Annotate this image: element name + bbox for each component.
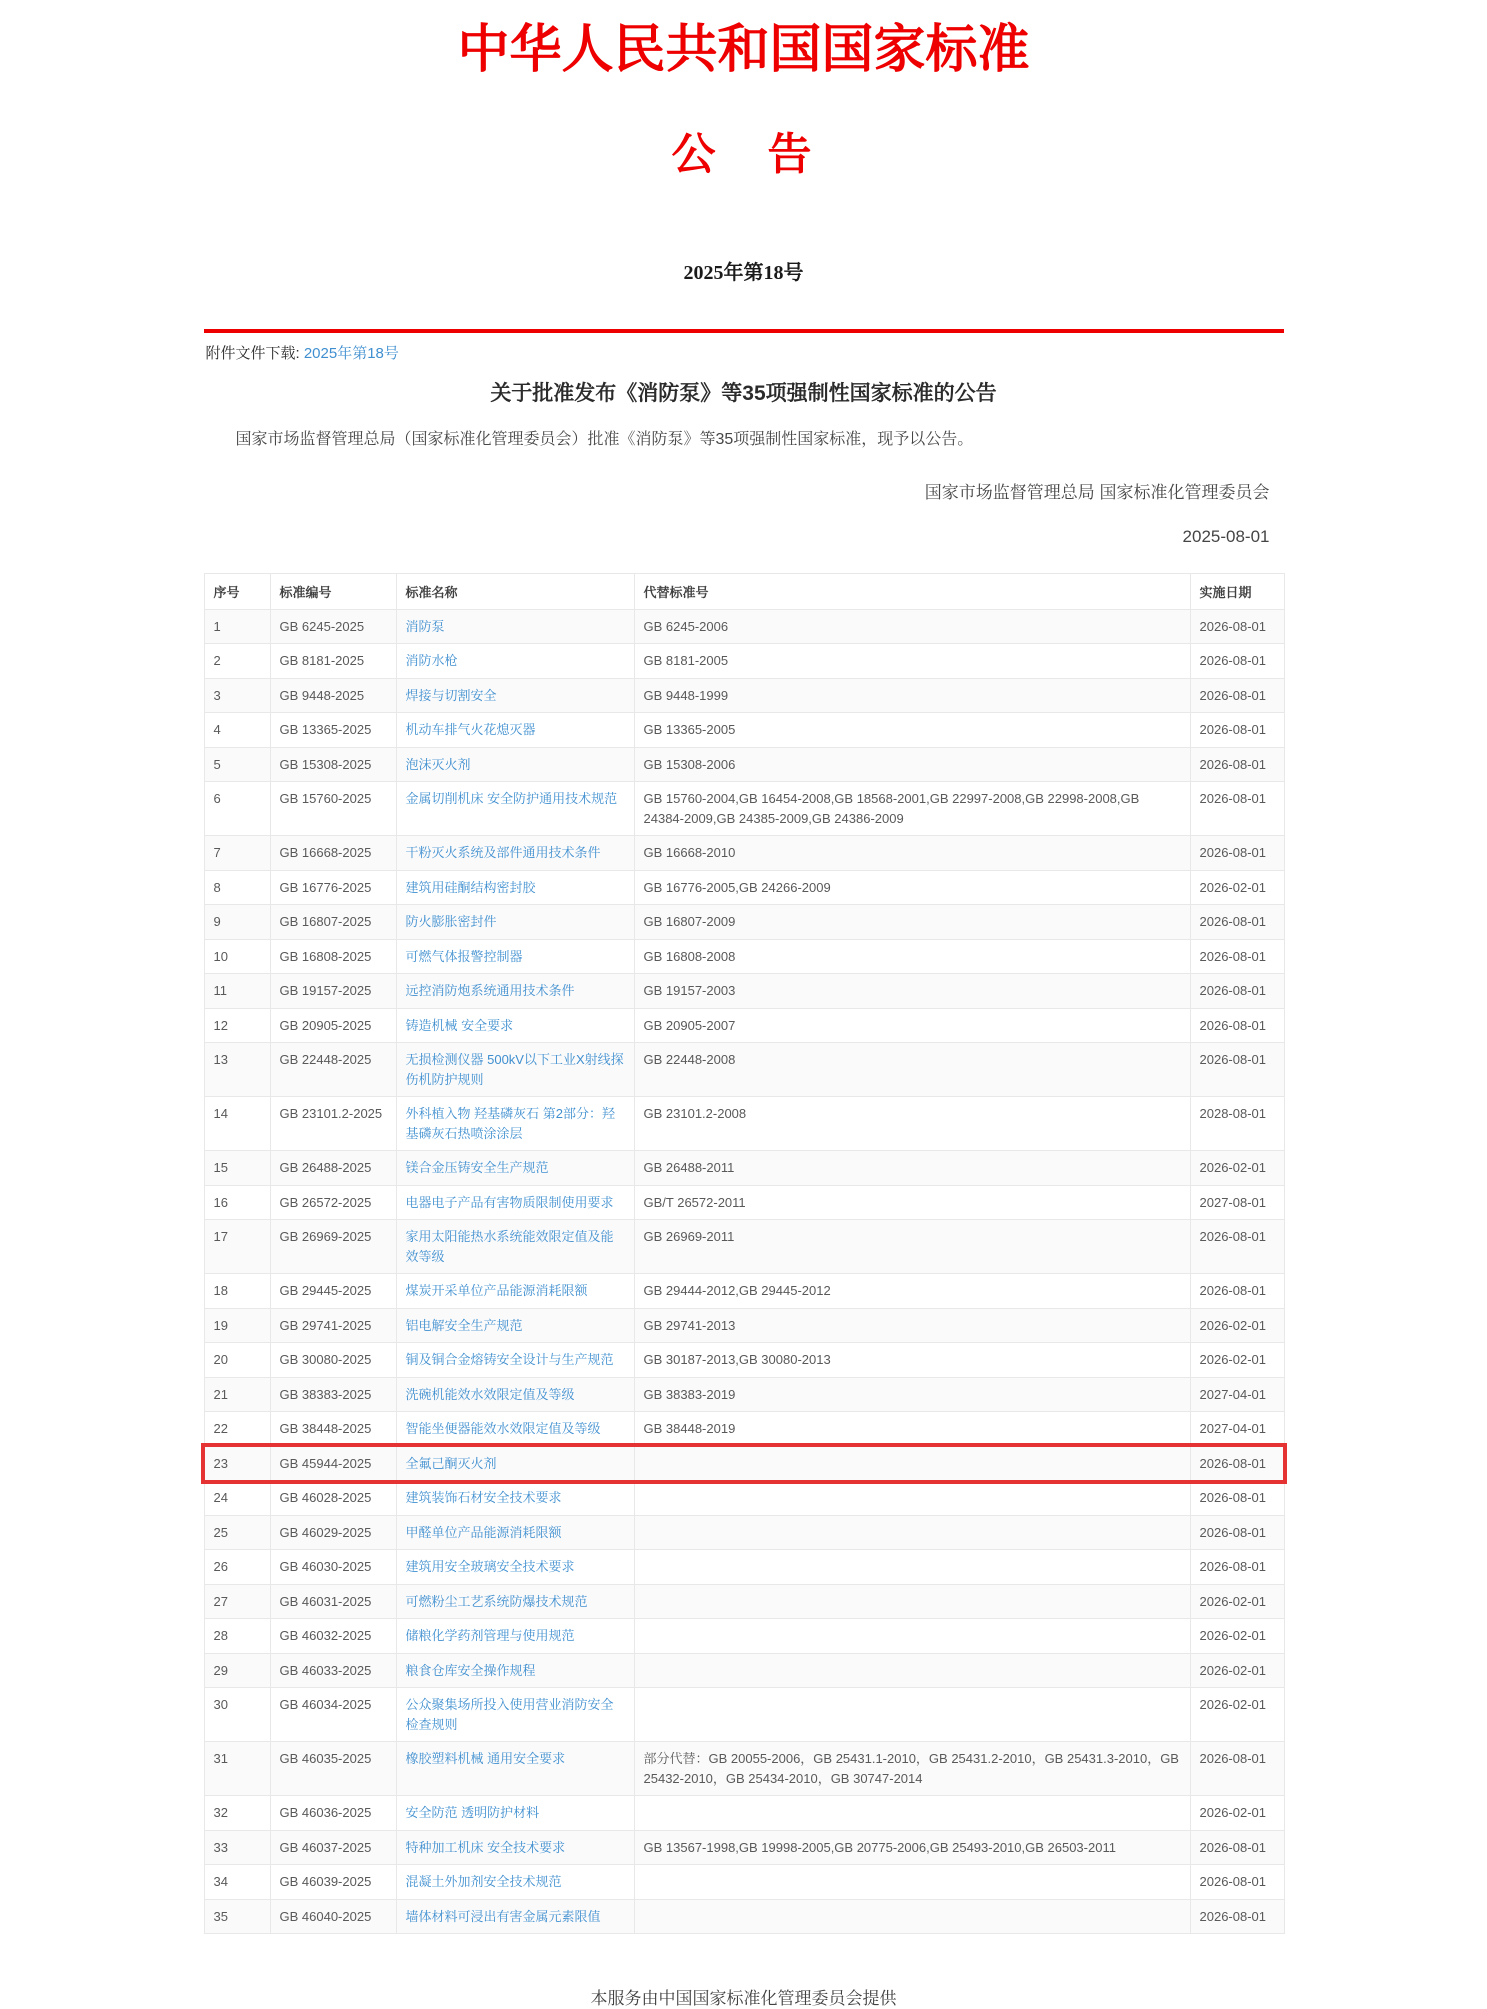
cell-code: GB 9448-2025 [270,678,396,713]
cell-date: 2028-08-01 [1190,1097,1284,1151]
cell-name [396,644,634,679]
standard-name-link[interactable]: 远控消防炮系统通用技术条件 [405,983,575,999]
issuing-authority: 国家市场监督管理总局 国家标准化管理委员会 [924,482,1270,502]
cell-no: 5 [204,747,270,782]
standard-name-link[interactable]: 焊接与切割安全 [405,687,497,703]
cell-no: 16 [204,1185,270,1220]
standard-name-link[interactable]: 智能坐便器能效水效限定值及等级 [405,1421,601,1437]
cell-date: 2027-04-01 [1190,1412,1284,1447]
column-header-4: 实施日期 [1190,573,1284,609]
cell-code: GB 46032-2025 [270,1619,396,1654]
table-row [204,1185,1284,1220]
cell-no: 30 [204,1688,270,1742]
cell-code: GB 26572-2025 [270,1185,396,1220]
cell-name [396,974,634,1009]
cell-date: 2026-08-01 [1190,1043,1284,1097]
cell-name [396,1796,634,1831]
cell-date: 2027-08-01 [1190,1185,1284,1220]
standard-name-link[interactable]: 墙体材料可浸出有害金属元素限值 [405,1908,601,1924]
cell-code: GB 13365-2025 [270,713,396,748]
cell-replaces: GB 29444-2012,GB 29445-2012 [634,1274,1190,1309]
cell-code: GB 38448-2025 [270,1412,396,1447]
cell-replaces: GB 19157-2003 [634,974,1190,1009]
table-row [204,1377,1284,1412]
table-row [204,747,1284,782]
standard-name-link[interactable]: 可燃气体报警控制器 [405,948,523,964]
table-row [204,1308,1284,1343]
cell-code: GB 15760-2025 [270,782,396,836]
page-subtitle: 公 告 [671,130,816,180]
cell-date: 2026-08-01 [1190,1008,1284,1043]
cell-no: 6 [204,782,270,836]
cell-name [396,870,634,905]
cell-no: 20 [204,1343,270,1378]
cell-replaces [634,1584,1190,1619]
standard-name-link[interactable]: 橡胶塑料机械 通用安全要求 [405,1751,566,1767]
cell-no: 23 [204,1446,270,1481]
cell-code: GB 46036-2025 [270,1796,396,1831]
cell-no: 12 [204,1008,270,1043]
cell-name [396,1220,634,1274]
cell-date: 2026-08-01 [1190,1274,1284,1309]
cell-replaces [634,1899,1190,1934]
cell-no: 2 [204,644,270,679]
cell-replaces: GB 6245-2006 [634,609,1190,644]
cell-date: 2026-02-01 [1190,870,1284,905]
cell-name [396,1097,634,1151]
cell-date: 2026-08-01 [1190,1220,1284,1274]
cell-code: GB 46035-2025 [270,1742,396,1796]
standard-name-link[interactable]: 铸造机械 安全要求 [405,1017,514,1033]
standard-name-link[interactable]: 建筑装饰石材安全技术要求 [405,1490,562,1506]
table-row [204,1742,1284,1796]
cell-no: 19 [204,1308,270,1343]
table-row [204,974,1284,1009]
standard-name-link[interactable]: 无损检测仪器 500kV以下工业X射线探伤机防护规则 [405,1052,624,1087]
publish-date: 2025-08-01 [1182,526,1270,546]
cell-replaces [634,1688,1190,1742]
cell-code: GB 46037-2025 [270,1830,396,1865]
cell-code: GB 22448-2025 [270,1043,396,1097]
cell-code: GB 46030-2025 [270,1550,396,1585]
table-row [204,1619,1284,1654]
cell-name [396,1899,634,1934]
standard-name-link[interactable]: 特种加工机床 安全技术要求 [405,1839,566,1855]
cell-no: 26 [204,1550,270,1585]
standard-name-link[interactable]: 机动车排气火花熄灭器 [405,722,536,738]
cell-no: 13 [204,1043,270,1097]
cell-code: GB 26969-2025 [270,1220,396,1274]
cell-no: 8 [204,870,270,905]
cell-code: GB 46033-2025 [270,1653,396,1688]
cell-date: 2026-08-01 [1190,678,1284,713]
table-row [204,1865,1284,1900]
table-row [204,1830,1284,1865]
table-row [204,1584,1284,1619]
cell-date: 2026-02-01 [1190,1796,1284,1831]
cell-name [396,1830,634,1865]
cell-replaces: 部分代替：GB 20055-2006，GB 25431.1-2010，GB 25431.2-2010，GB 25431.3-2010，GB 25432-2010，GB 25434-2010，GB 30747-2014 [634,1742,1190,1796]
cell-code: GB 20905-2025 [270,1008,396,1043]
table-row [204,939,1284,974]
cell-date: 2026-08-01 [1190,1550,1284,1585]
cell-date: 2027-04-01 [1190,1377,1284,1412]
cell-no: 29 [204,1653,270,1688]
cell-no: 1 [204,609,270,644]
standard-name-link[interactable]: 防火膨胀密封件 [405,914,497,930]
cell-code: GB 46031-2025 [270,1584,396,1619]
table-body [204,609,1284,1934]
cell-name [396,1688,634,1742]
footer-text: 本服务由中国国家标准化管理委员会提供 [590,1989,897,2009]
cell-code: GB 29445-2025 [270,1274,396,1309]
cell-code: GB 23101.2-2025 [270,1097,396,1151]
cell-code: GB 46029-2025 [270,1515,396,1550]
table-row [204,713,1284,748]
table-row [204,1274,1284,1309]
cell-no: 17 [204,1220,270,1274]
table-row [204,1899,1284,1934]
cell-replaces: GB 15760-2004,GB 16454-2008,GB 18568-2001,GB 22997-2008,GB 22998-2008,GB 24384-2009,GB 24385-2009,GB 24386-2009 [634,782,1190,836]
table-row [204,678,1284,713]
cell-no: 22 [204,1412,270,1447]
standard-name-link[interactable]: 建筑用安全玻璃安全技术要求 [405,1559,575,1575]
cell-no: 31 [204,1742,270,1796]
column-header-1: 标准编号 [270,573,396,609]
cell-replaces [634,1481,1190,1516]
cell-replaces: GB 8181-2005 [634,644,1190,679]
cell-no: 14 [204,1097,270,1151]
cell-replaces [634,1619,1190,1654]
cell-code: GB 16668-2025 [270,836,396,871]
cell-replaces: GB 16807-2009 [634,905,1190,940]
cell-replaces [634,1796,1190,1831]
table-row [204,1796,1284,1831]
cell-name [396,747,634,782]
cell-code: GB 15308-2025 [270,747,396,782]
cell-date: 2026-08-01 [1190,782,1284,836]
cell-no: 27 [204,1584,270,1619]
cell-name [396,609,634,644]
table-row [204,836,1284,871]
table-row [204,1515,1284,1550]
cell-no: 10 [204,939,270,974]
cell-no: 7 [204,836,270,871]
cell-date: 2026-08-01 [1190,1865,1284,1900]
standard-name-link[interactable]: 镁合金压铸安全生产规范 [405,1160,549,1176]
standard-name-link[interactable]: 公众聚集场所投入使用营业消防安全检查规则 [405,1697,614,1732]
cell-replaces: GB 16776-2005,GB 24266-2009 [634,870,1190,905]
cell-no: 34 [204,1865,270,1900]
cell-code: GB 19157-2025 [270,974,396,1009]
cell-name [396,1865,634,1900]
cell-name [396,1185,634,1220]
cell-date: 2026-02-01 [1190,1343,1284,1378]
cell-replaces: GB 26488-2011 [634,1151,1190,1186]
cell-name [396,1653,634,1688]
cell-name [396,1619,634,1654]
cell-replaces: GB 13567-1998,GB 19998-2005,GB 20775-2006,GB 25493-2010,GB 26503-2011 [634,1830,1190,1865]
cell-date: 2026-02-01 [1190,1584,1284,1619]
cell-name [396,1550,634,1585]
table-row [204,644,1284,679]
table-row [204,1097,1284,1151]
standard-name-link[interactable]: 安全防范 透明防护材料 [405,1805,540,1821]
cell-date: 2026-08-01 [1190,1446,1284,1481]
cell-name [396,939,634,974]
cell-date: 2026-08-01 [1190,747,1284,782]
cell-no: 4 [204,713,270,748]
cell-code: GB 16808-2025 [270,939,396,974]
cell-replaces: GB 16808-2008 [634,939,1190,974]
cell-name [396,1481,634,1516]
cell-no: 24 [204,1481,270,1516]
cell-no: 28 [204,1619,270,1654]
cell-date: 2026-08-01 [1190,713,1284,748]
cell-code: GB 46039-2025 [270,1865,396,1900]
attachment-link[interactable]: 2025年第18号 [303,344,399,362]
table-row [204,609,1284,644]
cell-no: 25 [204,1515,270,1550]
cell-no: 33 [204,1830,270,1865]
cell-code: GB 16776-2025 [270,870,396,905]
cell-date: 2026-08-01 [1190,974,1284,1009]
cell-date: 2026-02-01 [1190,1308,1284,1343]
cell-name [396,1343,634,1378]
cell-date: 2026-08-01 [1190,1481,1284,1516]
cell-replaces: GB 16668-2010 [634,836,1190,871]
announcement-paragraph: 国家市场监督管理总局（国家标准化管理委员会）批准《消防泵》等35项强制性国家标准，现予以公告。 [235,430,974,448]
cell-replaces: GB 22448-2008 [634,1043,1190,1097]
cell-date: 2026-02-01 [1190,1619,1284,1654]
cell-name [396,713,634,748]
cell-date: 2026-08-01 [1190,1742,1284,1796]
cell-replaces: GB 15308-2006 [634,747,1190,782]
attachment-row [204,333,1284,363]
cell-code: GB 29741-2025 [270,1308,396,1343]
standard-name-link[interactable]: 外科植入物 羟基磷灰石 第2部分：羟基磷灰石热喷涂涂层 [405,1106,615,1141]
cell-no: 15 [204,1151,270,1186]
standard-name-link[interactable]: 煤炭开采单位产品能源消耗限额 [405,1283,588,1299]
table-row [204,1043,1284,1097]
cell-date: 2026-02-01 [1190,1151,1284,1186]
cell-replaces: GB 30187-2013,GB 30080-2013 [634,1343,1190,1378]
cell-replaces: GB 29741-2013 [634,1308,1190,1343]
standard-name-link[interactable]: 储粮化学药剂管理与使用规范 [405,1628,575,1644]
standard-name-link[interactable]: 干粉灭火系统及部件通用技术条件 [405,845,601,861]
cell-name [396,1446,634,1481]
cell-code: GB 46040-2025 [270,1899,396,1934]
cell-code: GB 26488-2025 [270,1151,396,1186]
table-row [204,1151,1284,1186]
column-header-3: 代替标准号 [634,573,1190,609]
cell-no: 11 [204,974,270,1009]
cell-date: 2026-08-01 [1190,1830,1284,1865]
cell-date: 2026-08-01 [1190,905,1284,940]
cell-name [396,1515,634,1550]
cell-name [396,1043,634,1097]
table-row [204,1343,1284,1378]
cell-code: GB 45944-2025 [270,1446,396,1481]
standard-name-link[interactable]: 电器电子产品有害物质限制使用要求 [405,1194,614,1210]
cell-name [396,1377,634,1412]
cell-replaces [634,1446,1190,1481]
standard-name-link[interactable]: 消防水枪 [405,653,458,669]
cell-date: 2026-08-01 [1190,836,1284,871]
cell-name [396,1274,634,1309]
cell-code: GB 30080-2025 [270,1343,396,1378]
cell-name [396,1412,634,1447]
cell-name [396,678,634,713]
cell-no: 18 [204,1274,270,1309]
standard-name-link[interactable]: 金属切削机床 安全防护通用技术规范 [405,791,618,807]
cell-name [396,782,634,836]
standard-name-link[interactable]: 可燃粉尘工艺系统防爆技术规范 [405,1593,588,1609]
table-row [204,1550,1284,1585]
standard-name-link[interactable]: 粮食仓库安全操作规程 [405,1662,536,1678]
cell-date: 2026-02-01 [1190,1653,1284,1688]
cell-no: 32 [204,1796,270,1831]
cell-code: GB 8181-2025 [270,644,396,679]
cell-name [396,1308,634,1343]
cell-no: 35 [204,1899,270,1934]
standard-name-link[interactable]: 建筑用硅酮结构密封胶 [405,879,536,895]
standard-name-link[interactable]: 洗碗机能效水效限定值及等级 [405,1386,575,1402]
cell-date: 2026-02-01 [1190,1688,1284,1742]
cell-code: GB 6245-2025 [270,609,396,644]
cell-no: 9 [204,905,270,940]
table-row [204,1008,1284,1043]
table-row [204,870,1284,905]
cell-code: GB 16807-2025 [270,905,396,940]
cell-code: GB 46028-2025 [270,1481,396,1516]
cell-name [396,1742,634,1796]
table-row [204,905,1284,940]
cell-replaces [634,1550,1190,1585]
cell-replaces: GB 23101.2-2008 [634,1097,1190,1151]
standard-name-link[interactable]: 泡沫灭火剂 [405,756,471,772]
standards-table [204,573,1285,1935]
table-row [204,1481,1284,1516]
cell-replaces: GB 26969-2011 [634,1220,1190,1274]
cell-replaces [634,1653,1190,1688]
table-header-row [204,573,1284,609]
standard-name-link[interactable]: 甲醛单位产品能源消耗限额 [405,1524,562,1540]
table-row-highlighted [204,1446,1284,1481]
attachment-label: 附件文件下载: [205,344,300,362]
cell-replaces [634,1865,1190,1900]
column-header-0: 序号 [204,573,270,609]
table-row [204,1688,1284,1742]
cell-no: 3 [204,678,270,713]
standard-name-link[interactable]: 铜及铜合金熔铸安全设计与生产规范 [405,1352,614,1368]
cell-name [396,1008,634,1043]
standard-name-link[interactable]: 消防泵 [405,618,445,634]
cell-code: GB 38383-2025 [270,1377,396,1412]
cell-replaces: GB 9448-1999 [634,678,1190,713]
cell-replaces: GB 13365-2005 [634,713,1190,748]
table-row [204,1412,1284,1447]
cell-no: 21 [204,1377,270,1412]
page-title: 中华人民共和国国家标准 [457,22,1030,79]
cell-name [396,836,634,871]
table-row [204,1653,1284,1688]
cell-name [396,1151,634,1186]
cell-date: 2026-08-01 [1190,609,1284,644]
table-row [204,1220,1284,1274]
standard-name-link[interactable]: 全氟己酮灭火剂 [405,1455,497,1471]
cell-replaces: GB 20905-2007 [634,1008,1190,1043]
cell-replaces: GB 38448-2019 [634,1412,1190,1447]
announcement-heading: 关于批准发布《消防泵》等35项强制性国家标准的公告 [490,381,997,405]
cell-name [396,905,634,940]
cell-replaces [634,1515,1190,1550]
cell-date: 2026-08-01 [1190,644,1284,679]
standard-name-link[interactable]: 铝电解安全生产规范 [405,1317,523,1333]
cell-date: 2026-08-01 [1190,939,1284,974]
column-header-2: 标准名称 [396,573,634,609]
standard-name-link[interactable]: 家用太阳能热水系统能效限定值及能效等级 [405,1229,614,1264]
cell-name [396,1584,634,1619]
issue-number: 2025年第18号 [683,261,804,284]
cell-code: GB 46034-2025 [270,1688,396,1742]
standard-name-link[interactable]: 混凝土外加剂安全技术规范 [405,1874,562,1890]
cell-replaces: GB/T 26572-2011 [634,1185,1190,1220]
cell-date: 2026-08-01 [1190,1899,1284,1934]
table-row [204,782,1284,836]
cell-date: 2026-08-01 [1190,1515,1284,1550]
cell-replaces: GB 38383-2019 [634,1377,1190,1412]
